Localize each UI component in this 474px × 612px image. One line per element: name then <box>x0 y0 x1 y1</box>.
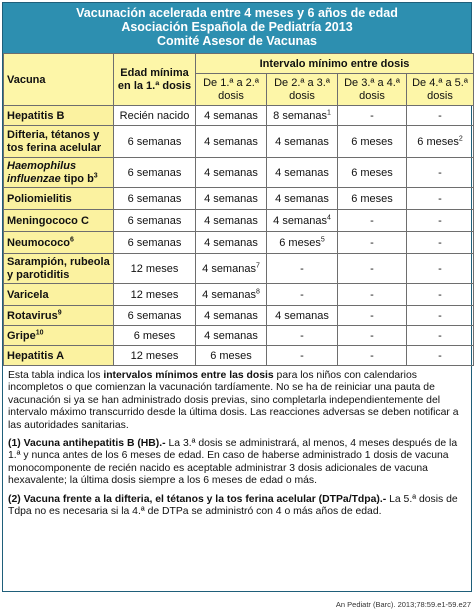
interval-4-5: - <box>407 232 474 254</box>
min-age: 12 meses <box>114 284 196 306</box>
interval-2-3: 4 semanas$^4$ <box>267 210 338 232</box>
vaccine-name: Gripe$^{10}$ <box>4 326 114 346</box>
interval-4-5: - <box>407 284 474 306</box>
table-row <box>4 306 474 326</box>
interval-1-2: 4 semanas <box>196 210 267 232</box>
footnote-ref: 10 <box>35 328 44 336</box>
interval-4-5: - <box>407 188 474 210</box>
interval-4-5: 6 meses$^2$ <box>407 126 474 158</box>
vaccine-name: Hepatitis B <box>4 106 114 126</box>
interval-1-2: 4 semanas <box>196 232 267 254</box>
intro-note: Esta tabla indica los intervalos mínimos entre las dosis para los niños con calendarios incompletos o que comienzan la vacunación tardíamente. No se ha de reiniciar una pauta de vacunación si ya se han administrado dosis previas, sino completarla independientemente del intervalo máximo transcurrido desde la última dosis. Las reacciones adversas se deben notificar a las autoridades sanitarias. <box>8 370 459 431</box>
vaccine-name: Poliomielitis <box>4 188 114 210</box>
interval-1-2: 4 semanas <box>196 326 267 346</box>
document-title <box>3 3 471 53</box>
interval-3-4: 6 meses <box>338 158 407 188</box>
interval-2-3: 6 meses$^5$ <box>267 232 338 254</box>
min-age: 6 semanas <box>114 188 196 210</box>
min-age: 6 semanas <box>114 126 196 158</box>
footnote-ref: 3 <box>93 171 98 179</box>
interval-4-5: - <box>407 106 474 126</box>
table-row <box>4 254 474 284</box>
interval-1-2: 6 meses <box>196 346 267 366</box>
min-age: Recién nacido <box>114 106 196 126</box>
footnote-ref: 7 <box>255 261 260 269</box>
interval-3-4: - <box>338 232 407 254</box>
vaccine-name: Varicela <box>4 284 114 306</box>
vaccine-name: Neumococo$^6$ <box>4 232 114 254</box>
min-age: 6 semanas <box>114 306 196 326</box>
vaccine-name: Meningococo C <box>4 210 114 232</box>
interval-4-5: - <box>407 158 474 188</box>
footnote-ref: 9 <box>57 308 62 316</box>
interval-2-3: - <box>267 326 338 346</box>
table-row <box>4 284 474 306</box>
footnote-ref: 1 <box>326 108 331 116</box>
interval-4-5: - <box>407 210 474 232</box>
min-age: 12 meses <box>114 346 196 366</box>
title-line-1: Vacunación acelerada entre 4 meses y 6 años de edad <box>76 6 398 20</box>
interval-3-4: - <box>338 306 407 326</box>
interval-3-4: - <box>338 284 407 306</box>
vaccine-name: Difteria, tétanos y tos ferina acelular <box>4 126 114 158</box>
interval-3-4: - <box>338 326 407 346</box>
interval-2-3: 4 semanas <box>267 306 338 326</box>
table-row <box>4 106 474 126</box>
interval-4-5: - <box>407 306 474 326</box>
min-age: 12 meses <box>114 254 196 284</box>
interval-3-4: - <box>338 254 407 284</box>
table-row <box>4 210 474 232</box>
vaccine-name: Hepatitis A <box>4 346 114 366</box>
interval-2-3: - <box>267 254 338 284</box>
min-age: 6 meses <box>114 326 196 346</box>
interval-2-3: - <box>267 284 338 306</box>
interval-4-5: - <box>407 254 474 284</box>
interval-1-2: 4 semanas <box>196 188 267 210</box>
vaccine-name: Sarampión, rubeola y parotiditis <box>4 254 114 284</box>
header-interval-1-2: De 1.ª a 2.ª dosis <box>196 74 267 106</box>
interval-3-4: - <box>338 210 407 232</box>
interval-1-2: 4 semanas <box>196 126 267 158</box>
interval-1-2: 4 semanas <box>196 306 267 326</box>
table-row <box>4 158 474 188</box>
min-age: 6 semanas <box>114 210 196 232</box>
footnote-2: (2) Vacuna frente a la difteria, el tétanos y la tos ferina acelular (DTPa/Tdpa).- La 5.ª dosis de Tdpa no es necesaria si la 4.ª de DTPa se administró con 4 o más años de edad. <box>8 493 458 518</box>
interval-3-4: 6 meses <box>338 126 407 158</box>
header-vacuna: Vacuna <box>4 54 114 106</box>
footnote-ref: 6 <box>69 235 74 243</box>
interval-4-5: - <box>407 346 474 366</box>
interval-1-2: 4 semanas <box>196 158 267 188</box>
table-row <box>4 346 474 366</box>
title-line-2: Asociación Española de Pediatría 2013 <box>121 20 353 34</box>
footnote-ref: 4 <box>326 213 331 221</box>
interval-1-2: 4 semanas <box>196 106 267 126</box>
interval-2-3: 4 semanas <box>267 126 338 158</box>
vaccination-document <box>2 2 472 592</box>
table-row <box>4 232 474 254</box>
interval-2-3: 4 semanas <box>267 158 338 188</box>
footnote-ref: 2 <box>458 134 463 142</box>
header-intervalo: Intervalo mínimo entre dosis <box>196 54 474 74</box>
interval-2-3: 4 semanas <box>267 188 338 210</box>
min-age: 6 semanas <box>114 158 196 188</box>
vaccine-name: Haemophilus influenzae tipo $b^3$ <box>4 158 114 188</box>
interval-2-3: - <box>267 346 338 366</box>
citation: An Pediatr (Barc). 2013;78:59.e1-59.e27 <box>335 600 471 609</box>
table-row <box>4 126 474 158</box>
interval-1-2: 4 semanas$^7$ <box>196 254 267 284</box>
notes-section <box>3 366 471 518</box>
header-interval-4-5: De 4.ª a 5.ª dosis <box>407 74 474 106</box>
header-edad-minima: Edad mínima en la 1.ª dosis <box>114 54 196 106</box>
interval-3-4: - <box>338 346 407 366</box>
interval-1-2: 4 semanas$^8$ <box>196 284 267 306</box>
footnote-1: (1) Vacuna antihepatitis B (HB).- La 3.ª dosis se administrará, al menos, 4 meses después de la 1.ª y nunca antes de los 6 meses de edad. En caso de haberse administrado 1 dosis de vacuna monocomponente de recién nacido es aceptable administrar 3 dosis adicionales de vacuna hexavalente; la última dosis siempre a los 6 meses de edad o más. <box>8 438 458 487</box>
vaccination-table <box>3 53 474 366</box>
interval-3-4: - <box>338 106 407 126</box>
vaccine-name: Rotavirus$^9$ <box>4 306 114 326</box>
header-interval-3-4: De 3.ª a 4.ª dosis <box>338 74 407 106</box>
min-age: 6 semanas <box>114 232 196 254</box>
footnote-ref: 8 <box>255 287 260 295</box>
interval-4-5: - <box>407 326 474 346</box>
title-line-3: Comité Asesor de Vacunas <box>156 34 318 48</box>
footnote-ref: 5 <box>320 235 325 243</box>
interval-2-3: 8 semanas$^1$ <box>267 106 338 126</box>
table-row <box>4 188 474 210</box>
interval-3-4: 6 meses <box>338 188 407 210</box>
table-row <box>4 326 474 346</box>
header-interval-2-3: De 2.ª a 3.ª dosis <box>267 74 338 106</box>
